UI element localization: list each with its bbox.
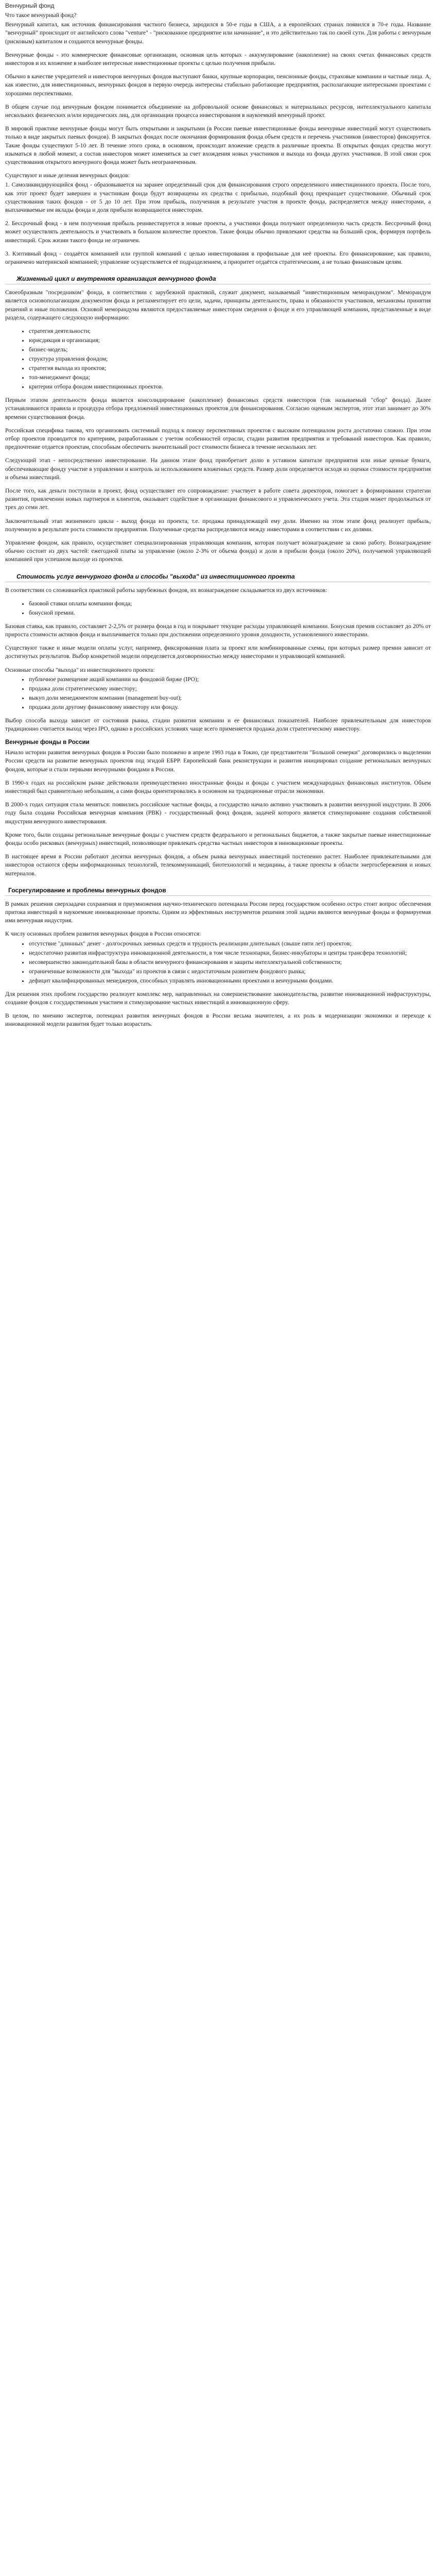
list-item: • выкуп доли менеджментом компании (management buy-out); <box>29 694 431 702</box>
paragraph: 2. Бессрочный фонд - в нем полученная прибыль реинвестируется в новые проекты, а участники фонда получают определенную часть средств. Бессрочный фонд может осуществлять деятельность и участвовать в большом количестве проектов. Такие фонды обычно привлекают средства на больший срок, формируя портфель инвестиций. Срок жизни такого фонда не ограничен. <box>5 220 431 244</box>
paragraph: В 2000-х годах ситуация стала меняться: появились российские частные фонды, а государство начало активно участвовать в развитии венчурной индустрии. В 2006 году была создана Российская венчурная компания (РВК) - государственный фонд фондов, задачей которого является стимулирование создания собственной индустрии венчурного инвестирования. <box>5 801 431 825</box>
paragraph: В 1990-х годах на российском рынке действовали преимущественно иностранные фонды и фонды с участием международных финансовых институтов. Объем инвестиций был сравнительно небольшим, а сами фонды ориентировались в основном на традиционные отрасли экономики. <box>5 779 431 794</box>
bullet-list <box>5 327 431 391</box>
list-item: • стратегия деятельности; <box>29 327 431 335</box>
section-heading: Госрегулирование и проблемы венчурных фондов <box>5 885 431 896</box>
bullet-list <box>5 940 431 985</box>
list-item: • продажа доли другому финансовому инвестору или фонду. <box>29 703 431 711</box>
cycle-section <box>5 274 431 564</box>
russia-section <box>5 739 431 878</box>
paragraph: Для решения этих проблем государство реализует комплекс мер, направленных на совершенствование законодательства, развитие инновационной инфраструктуры, создание фондов с государственным участием и стимулирование частных инвестиций в инновационную сферу. <box>5 990 431 1006</box>
list-item: • несовершенство законодательной базы в области венчурного финансирования и защиты интеллектуальной собственности; <box>29 958 431 967</box>
paragraph: Российская специфика такова, что организовать системный подход к поиску перспективных проектов с высоким потенциалом роста достаточно сложно. При этом отбор проектов проводится по критериям, разработанным с учетом особенностей отрасли, стадии развития предприятия и требований инвесторов. Как правило, предпочтение отдается проектам, способным обеспечить значительный рост стоимости бизнеса в течение нескольких лет. <box>5 427 431 451</box>
paragraph: 1. Самоликвидирующийся фонд - образовывается на заранее определенный срок для финансирования строго определенного инвестиционного проекта. После того, как этот проект будет завершен и участникам фонда будут возвращены их средства с прибылью, подобный фонд прекращает существование. Обычный срок существования таких фондов - от 5 до 10 лет. При этом прибыль, полученная в результате участия в проекте фонда, распределяется между инвесторами, а выплачиваемые им вклады фонда и доля прибыли возвращаются инвесторам. <box>5 181 431 214</box>
document-page <box>0 0 436 1040</box>
paragraph: 3. Кэптивный фонд - создаётся компанией или группой компаний с целью инвестирования в профильные для неё проекты. Его финансирование, как правило, ограничено материнской компанией; управление осуществляется её подразделением, а приоритет отдаётся стратегическим, а не только финансовым целям. <box>5 250 431 266</box>
paragraph: Выбор способа выхода зависит от состояния рынка, стадии развития компании и ее финансовых показателей. Наиболее привлекательным для инвесторов традиционно считается выход через IPO, однако в российских условиях чаще всего применяется продажа доли стратегическому инвестору. <box>5 717 431 732</box>
list-item: • критерии отбора фондом инвестиционных проектов. <box>29 383 431 391</box>
paragraph: В соответствии со сложившейся практикой работы зарубежных фондов, их вознаграждение складывается из двух источников: <box>5 586 327 594</box>
paragraph: В рамках решения сверхзадачи сохранения и приумножения научно-технического потенциала России перед государством особенно остро стоит вопрос обеспечения притока инвестиций в наукоемкие инновационные проекты. Одним из эффективных инструментов решения этой задачи являются венчурные фонды и формируемая ими венчурная индустрия. <box>5 900 431 924</box>
paragraph: К числу основных проблем развития венчурных фондов в России относятся: <box>5 930 201 938</box>
list-item: • базовой ставки оплаты компании фонда; <box>29 600 431 608</box>
list-item: • продажа доли стратегическому инвестору; <box>29 685 431 693</box>
paragraph: В общем случае под венчурным фондом понимается объединение на добровольной основе финансовых и материальных ресурсов, интеллектуального капитала нескольких физических и/или юридических лиц, для организации процесса инвестирования в наукоемкий венчурный проект. <box>5 103 431 119</box>
bullet-list <box>5 600 431 617</box>
list-item: • бизнес-модель; <box>29 346 431 354</box>
section-heading: Венчурные фонды в России <box>5 739 90 746</box>
paragraph: Обычно в качестве учредителей и инвесторов венчурных фондов выступают банки, крупные корпорации, пенсионные фонды, страховые компании и частные лица. А, как известно, для инвестиционных, венчурных фондов в первую очередь интересны стабильно работающие предприятия, располагающие интересными проектами с хорошими перспективами. <box>5 73 431 97</box>
cost-section <box>5 571 431 734</box>
paragraph: Начало истории развития венчурных фондов в России было положено в апреле 1993 года в Токио, где представители "Большой семерки" договорились о выделении России средств на развитие венчурных проектов под эгидой ЕБРР. Европейский банк реконструкции и развития инициировал создание региональных венчурных фондов, которые и стали первыми венчурными фондами в России. <box>5 749 431 773</box>
paragraph: Первым этапом деятельности фонда является консолидирование (накопление) финансовых средств инвесторов (так называемый "сбор" фонда). Далее устанавливаются правила и процедура отбора предложений инвестиционных проектов для финансирования. Согласно оценкам экспертов, этот этап занимает до 30% времени существования фонда. <box>5 397 431 420</box>
paragraph: Основные способы "выхода" из инвестиционного проекта: <box>5 666 155 673</box>
page-title: Венчурный фонд <box>5 2 55 9</box>
list-item: • стратегия выхода из проектов; <box>29 364 431 372</box>
paragraph: Заключительный этап жизненного цикла - выход фонда из проекта, т.е. продажа принадлежащей ему доли. Именно на этом этапе фонд реализует прибыль, полученную в результате роста стоимости предприятия. Полученные средства распределяются между инвесторами в соответствии с их долями. <box>5 517 431 533</box>
list-item: • недостаточно развитая инфраструктура инновационной деятельности, в том числе технопарки, бизнес-инкубаторы и центры трансфера технологий; <box>29 949 431 957</box>
list-item: • ограниченные возможности для "выхода" из проектов в связи с недостаточным развитием фондового рынка; <box>29 968 431 976</box>
intro-section <box>5 11 431 266</box>
list-item: • дефицит квалифицированных менеджеров, способных управлять инновационными проектами и венчурными фондами. <box>29 977 431 985</box>
paragraph: В целом, по мнению экспертов, потенциал развития венчурных фондов в России весьма значителен, а их роль в модернизации экономики и переходе к инновационной модели развития будет только возрастать. <box>5 1012 431 1028</box>
paragraph: Венчурный капитал, как источник финансирования частного бизнеса, зародился в 50-е годы в США, а в европейских странах появился в 70-е годы. Название "венчурный" происходит от английского слова "venture" - "рискованное предприятие или начинание", и это действительно так по своей сути. Для работы с венчурным (рисковым) капиталом и создаются венчурные фонды. <box>5 21 431 45</box>
paragraph: Кроме того, были созданы региональные венчурные фонды с участием средств федерального и региональных бюджетов, а также закрытые паевые инвестиционные фонды особо рисковых (венчурных) инвестиций, позволяющие привлекать средства частных инвесторов в инновационные проекты. <box>5 831 431 846</box>
section-heading: Жизненный цикл и внутренняя организация венчурного фонда <box>5 274 431 284</box>
gov-section <box>5 885 431 1029</box>
bullet-list <box>5 675 431 711</box>
paragraph: Базовая ставка, как правило, составляет 2-2,5% от размера фонда в год и покрывает текущие расходы управляющей компании. Бонусная премия составляет до 20% от прироста стоимости активов фонда и выплачивается только при достижении определенного уровня доходности, установленного инвесторами. <box>5 622 431 638</box>
list-item: • публичное размещение акций компании на фондовой бирже (IPO); <box>29 675 431 684</box>
paragraph: Своеобразным "посредником" фонда, в соответствии с зарубежной практикой, служит документ, называемый "инвестиционным меморандумом". Меморандум является основополагающим документом фонда и регламентирует его цели, задачи, принципы деятельности, права и обязанности участников, механизмы принятия решений и иные положения. Основой меморандума являются предоставляемые инвесторам сведения о фонде и его управляющей компании, представленные в виде раздела, содержащего следующую информацию: <box>5 289 431 321</box>
list-item: • топ-менеджмент фонда; <box>29 374 431 382</box>
list-item: • бонусной премии. <box>29 609 431 617</box>
paragraph: Существуют и иные деления венчурных фондов: <box>5 172 130 179</box>
paragraph: Существуют также и иные модели оплаты услуг, например, фиксированная плата за проект или комбинированные схемы, при которых размер премии зависит от достигнутых результатов. Выбор конкретной модели определяется договоренностью между инвесторами и управляющей компанией. <box>5 645 431 660</box>
paragraph: Следующий этап - непосредственно инвестирование. На данном этапе фонд приобретает долю в уставном капитале предприятия или иные ценные бумаги, обеспечивающие фонду участие в управлении и контроль за использованием вложенных средств. Размер доли определяется исходя из оценки стоимости предприятия и объема инвестиций. <box>5 457 431 481</box>
section-heading: Стоимость услуг венчурного фонда и способы "выхода" из инвестиционного проекта <box>5 571 431 582</box>
paragraph: В настоящее время в России работают десятки венчурных фондов, а объем рынка венчурных инвестиций постепенно растет. Наиболее привлекательными для инвесторов остаются сферы информационных технологий, телекоммуникаций, биотехнологий и медицины, а также проекты в области энергосбережения и новых материалов. <box>5 853 431 877</box>
paragraph: Управление фондом, как правило, осуществляет специализированная управляющая компания, которая получает вознаграждение за свою работу. Вознаграждение обычно состоит из двух частей: ежегодной платы за управление (около 2-3% от объема фонда) и доли в прибыли фонда (около 20%), получаемой управляющей компанией при успешном выходе из проектов. <box>5 539 431 563</box>
paragraph: Венчурные фонды - это коммерческие финансовые организации, основная цель которых - аккумулирование (накопление) на своих счетах финансовых средств инвесторов и их вложение в наиболее интересные инвестиционные проекты с целью получения прибыли. <box>5 51 431 67</box>
list-item: • структура управления фондом; <box>29 355 431 363</box>
paragraph: После того, как деньги поступили в проект, фонд осуществляет его сопровождение: участвует в работе совета директоров, помогает в формировании стратегии развития, привлечении новых партнеров и клиентов, оказывает содействие в организации финансового и управленческого учета. Эта стадия может продолжаться от трех до семи лет. <box>5 487 431 511</box>
list-item: • юрисдикция и организация; <box>29 336 431 345</box>
paragraph: В мировой практике венчурные фонды могут быть открытыми и закрытыми (в России паевые инвестиционные фонды венчурные инвестиций могут существовать только в виде закрытых паевых фондов). В закрытых фондах после окончания формирования фонда объем средств и перечень участников (инвесторов) фиксируется. Такие фонды существуют 5-10 лет. В течение этого срока, в основном, происходит вложение средств в различные проекты. В открытых фондах средства могут изыматься в любой момент, а состав инвесторов может изменяться за счет вхождения новых участников и выхода из фонда других участников. В этой связи срок существования открытого венчурного фонда может быть неограниченным. <box>5 125 431 166</box>
intro-question: Что такое венчурный фонд? <box>5 12 77 19</box>
list-item: • отсутствие "длинных" денег - долгосрочных заемных средств и трудность реализации длительных (свыше пяти лет) проектов; <box>29 940 431 948</box>
